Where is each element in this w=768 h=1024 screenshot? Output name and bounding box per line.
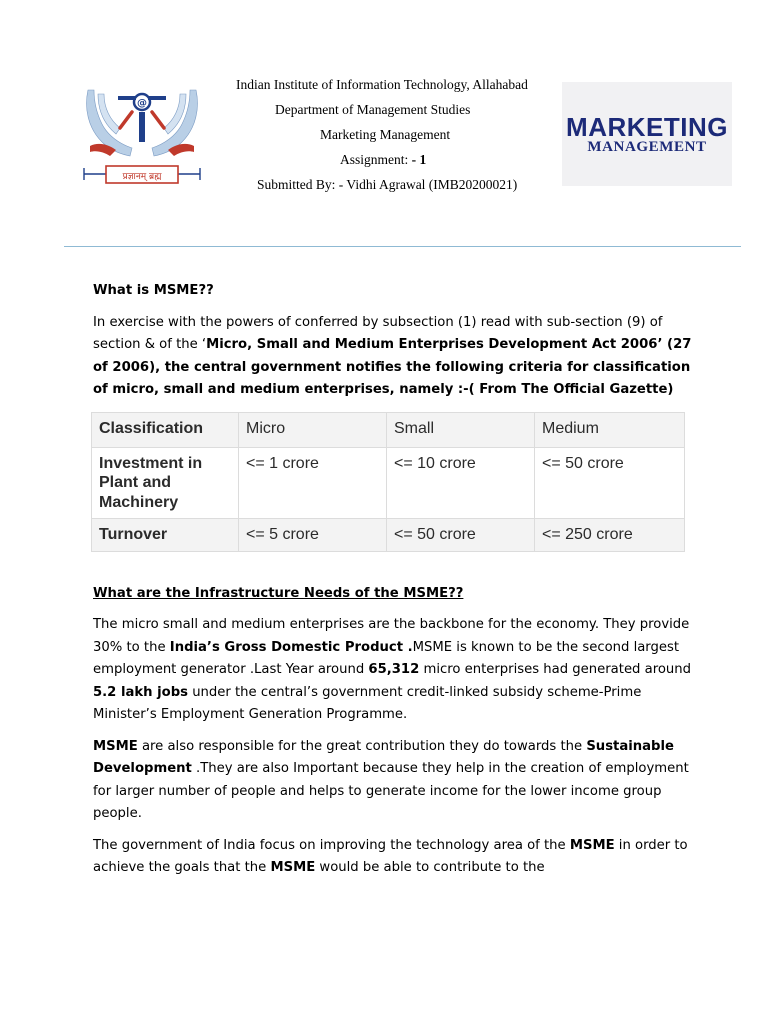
paragraph-gazette: In exercise with the powers of conferred by subsection (1) read with sub-section (9) of section & of the ‘Micro, Small and Medium Enterprises Development Act 2006’ (27 of 2006), the central government notifies the following criteria for classification of micro, small and medium enterprises, namely :-( From The Official Gazette) xyxy=(93,314,692,397)
table-cell: Investment in Plant and Machinery xyxy=(92,447,239,519)
iiita-logo xyxy=(80,82,204,190)
header-divider xyxy=(64,246,741,247)
assignment-number: - 1 xyxy=(411,152,427,167)
table-header-cell: Medium xyxy=(535,412,685,447)
svg-text:@: @ xyxy=(137,98,147,109)
table-cell: <= 50 crore xyxy=(535,447,685,519)
table-header-cell: Micro xyxy=(239,412,387,447)
logo-word-management: MANAGEMENT xyxy=(587,139,707,155)
logo-word-marketing: MARKETING xyxy=(566,112,728,142)
paragraph-backbone: The micro small and medium enterprises are the backbone for the economy. They provide 30% to the India’s Gross Domestic Product .MSME is known to be the second largest employment generator .Last Year around 65,312 micro enterprises had generated around 5.2 lakh jobs under the central’s government credit-linked subsidy scheme-Prime Minister’s Employment Generation Programme. xyxy=(93,617,691,722)
logo-motto: प्रज्ञानम् ब्रह्म xyxy=(122,172,162,182)
section-heading-infrastructure: What are the Infrastructure Needs of the MSME?? xyxy=(93,585,464,601)
iiita-emblem-icon xyxy=(80,82,204,190)
marketing-management-logo xyxy=(562,82,732,186)
table-cell: <= 10 crore xyxy=(387,447,535,519)
submitted-by: Submitted By: - Vidhi Agrawal (IMB20200021) xyxy=(257,177,518,192)
msme-classification-table xyxy=(91,412,685,552)
assignment-label: Assignment: - 1 xyxy=(340,152,427,167)
institute-name: Indian Institute of Information Technology, Allahabad xyxy=(236,77,528,92)
document-header xyxy=(200,72,580,197)
table-header-row xyxy=(92,412,685,447)
paragraph-sustainable: MSME are also responsible for the great contribution they do towards the Sustainable Development .They are also Important because they help in the creation of employment for larger number of people and helps to generate income for the lower income group people. xyxy=(93,738,689,821)
table-cell: Turnover xyxy=(92,519,239,552)
table-cell: <= 1 crore xyxy=(239,447,387,519)
document-body xyxy=(93,280,693,880)
table-cell: <= 250 crore xyxy=(535,519,685,552)
table-cell: <= 50 crore xyxy=(387,519,535,552)
section-heading-msme: What is MSME?? xyxy=(93,283,214,298)
department-name: Department of Management Studies xyxy=(275,102,471,117)
table-header-cell: Small xyxy=(387,412,535,447)
table-cell: <= 5 crore xyxy=(239,519,387,552)
course-name: Marketing Management xyxy=(320,127,451,142)
table-row xyxy=(92,447,685,519)
table-header-cell: Classification xyxy=(92,412,239,447)
paragraph-technology: The government of India focus on improving the technology area of the MSME in order to achieve the goals that the MSME would be able to contribute to the xyxy=(93,837,688,875)
table-row xyxy=(92,519,685,552)
